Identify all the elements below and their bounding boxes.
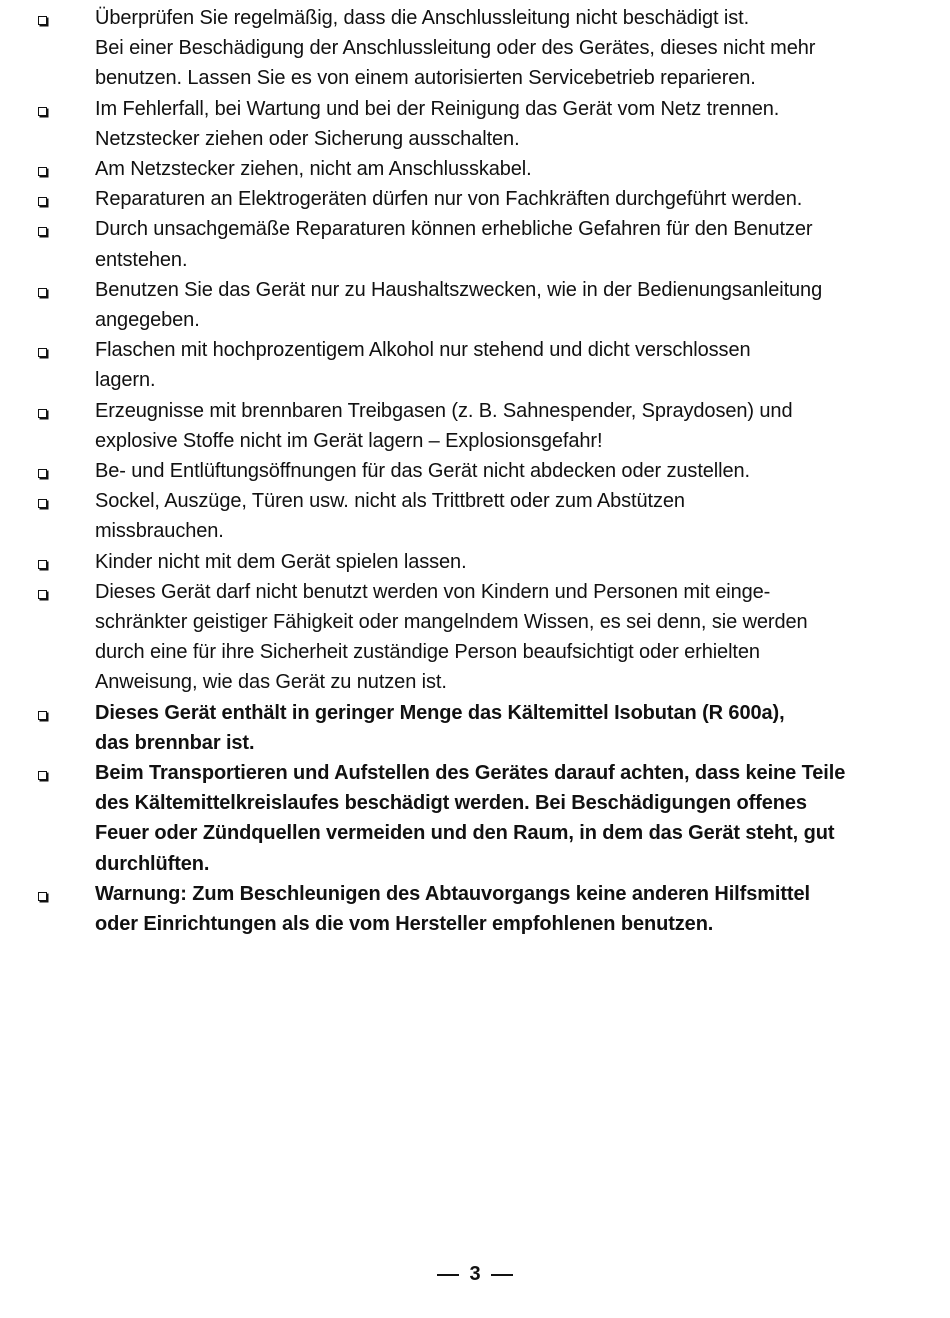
text-line: angegeben.	[95, 309, 200, 332]
square-bullet-icon	[38, 560, 47, 569]
checkbox-bullet-icon	[30, 184, 95, 214]
list-item-text	[95, 486, 930, 546]
list-item-text	[95, 758, 930, 879]
square-bullet-icon	[38, 771, 47, 780]
list-item-text	[95, 3, 930, 94]
square-bullet-icon	[38, 409, 47, 418]
text-line: Beim Transportieren und Aufstellen des Gerätes darauf achten, dass keine Teile	[95, 762, 846, 785]
list-item	[30, 3, 930, 94]
checkbox-bullet-icon	[30, 214, 95, 244]
square-bullet-icon	[38, 167, 47, 176]
list-item-text	[95, 577, 930, 698]
text-line: Reparaturen an Elektrogeräten dürfen nur von Fachkräften durchgeführt werden.	[95, 188, 803, 211]
square-bullet-icon	[38, 711, 47, 720]
text-line: Dieses Gerät darf nicht benutzt werden von Kindern und Personen mit einge-	[95, 580, 771, 603]
square-bullet-icon	[38, 227, 47, 236]
text-line: schränkter geistiger Fähigkeit oder mangelndem Wissen, es sei denn, sie werden	[95, 611, 808, 634]
list-item-text	[95, 879, 930, 939]
text-line: Warnung: Zum Beschleunigen des Abtauvorgangs keine anderen Hilfsmittel	[95, 882, 810, 905]
list-item	[30, 94, 930, 154]
text-line: Erzeugnisse mit brennbaren Treibgasen (z. B. Sahnespender, Spraydosen) und	[95, 399, 793, 422]
list-item-text	[95, 184, 930, 214]
checkbox-bullet-icon	[30, 456, 95, 486]
list-item	[30, 758, 930, 879]
text-line: Dieses Gerät enthält in geringer Menge das Kältemittel Isobutan (R 600a),	[95, 701, 785, 724]
square-bullet-icon	[38, 288, 47, 297]
text-line: entstehen.	[95, 248, 188, 271]
square-bullet-icon	[38, 348, 47, 357]
list-item-text	[95, 94, 930, 154]
square-bullet-icon	[38, 469, 47, 478]
checkbox-bullet-icon	[30, 547, 95, 577]
page-footer	[0, 1261, 950, 1287]
checkbox-bullet-icon	[30, 577, 95, 607]
text-line: lagern.	[95, 369, 156, 392]
text-line: Netzstecker ziehen oder Sicherung ausschalten.	[95, 127, 520, 150]
text-line: Bei einer Beschädigung der Anschlussleitung oder des Gerätes, dieses nicht mehr	[95, 37, 816, 60]
text-line: Feuer oder Zündquellen vermeiden und den Raum, in dem das Gerät steht, gut	[95, 822, 835, 845]
footer-dash-left	[437, 1274, 459, 1276]
text-line: des Kältemittelkreislaufes beschädigt werden. Bei Beschädigungen offenes	[95, 792, 807, 815]
text-line: explosive Stoffe nicht im Gerät lagern – Explosionsgefahr!	[95, 429, 603, 452]
list-item	[30, 184, 930, 214]
square-bullet-icon	[38, 197, 47, 206]
text-line: Im Fehlerfall, bei Wartung und bei der Reinigung das Gerät vom Netz trennen.	[95, 97, 780, 120]
list-item-text	[95, 154, 930, 184]
text-line: Am Netzstecker ziehen, nicht am Anschlusskabel.	[95, 158, 532, 181]
square-bullet-icon	[38, 892, 47, 901]
list-item	[30, 577, 930, 698]
text-line: Benutzen Sie das Gerät nur zu Haushaltszwecken, wie in der Bedienungsanleitung	[95, 278, 823, 301]
checkbox-bullet-icon	[30, 154, 95, 184]
text-line: Sockel, Auszüge, Türen usw. nicht als Trittbrett oder zum Abstützen	[95, 490, 685, 513]
text-line: Be- und Entlüftungsöffnungen für das Gerät nicht abdecken oder zustellen.	[95, 460, 750, 483]
checkbox-bullet-icon	[30, 396, 95, 426]
checkbox-bullet-icon	[30, 3, 95, 33]
text-line: Anweisung, wie das Gerät zu nutzen ist.	[95, 671, 447, 694]
list-item	[30, 547, 930, 577]
checkbox-bullet-icon	[30, 94, 95, 124]
list-item-text	[95, 214, 930, 274]
list-item-text	[95, 456, 930, 486]
text-line: durchlüften.	[95, 852, 210, 875]
list-item	[30, 486, 930, 546]
text-line: durch eine für ihre Sicherheit zuständige Person beaufsichtigt oder erhielten	[95, 641, 760, 664]
page-number: 3	[469, 1263, 481, 1285]
text-line: benutzen. Lassen Sie es von einem autorisierten Servicebetrieb reparieren.	[95, 67, 756, 90]
square-bullet-icon	[38, 499, 47, 508]
text-line: Kinder nicht mit dem Gerät spielen lassen.	[95, 550, 467, 573]
text-line: Durch unsachgemäße Reparaturen können erhebliche Gefahren für den Benutzer	[95, 218, 813, 241]
square-bullet-icon	[38, 590, 47, 599]
square-bullet-icon	[38, 16, 47, 25]
list-item	[30, 396, 930, 456]
list-item-text	[95, 547, 930, 577]
list-item	[30, 879, 930, 939]
list-item	[30, 154, 930, 184]
list-item-text	[95, 335, 930, 395]
list-item-text	[95, 275, 930, 335]
checkbox-bullet-icon	[30, 758, 95, 788]
checkbox-bullet-icon	[30, 335, 95, 365]
checkbox-bullet-icon	[30, 486, 95, 516]
list-item	[30, 698, 930, 758]
text-line: Flaschen mit hochprozentigem Alkohol nur stehend und dicht verschlossen	[95, 339, 751, 362]
text-line: das brennbar ist.	[95, 731, 255, 754]
checkbox-bullet-icon	[30, 275, 95, 305]
list-item-text	[95, 698, 930, 758]
list-item-text	[95, 396, 930, 456]
list-item	[30, 456, 930, 486]
checkbox-bullet-icon	[30, 698, 95, 728]
text-line: Überprüfen Sie regelmäßig, dass die Anschlussleitung nicht beschädigt ist.	[95, 7, 750, 29]
text-line: missbrauchen.	[95, 520, 224, 543]
list-item	[30, 214, 930, 274]
safety-instructions-list	[30, 3, 930, 939]
text-line: oder Einrichtungen als die vom Hersteller empfohlenen benutzen.	[95, 913, 714, 936]
footer-dash-right	[491, 1274, 513, 1276]
list-item	[30, 335, 930, 395]
list-item	[30, 275, 930, 335]
checkbox-bullet-icon	[30, 879, 95, 909]
square-bullet-icon	[38, 107, 47, 116]
